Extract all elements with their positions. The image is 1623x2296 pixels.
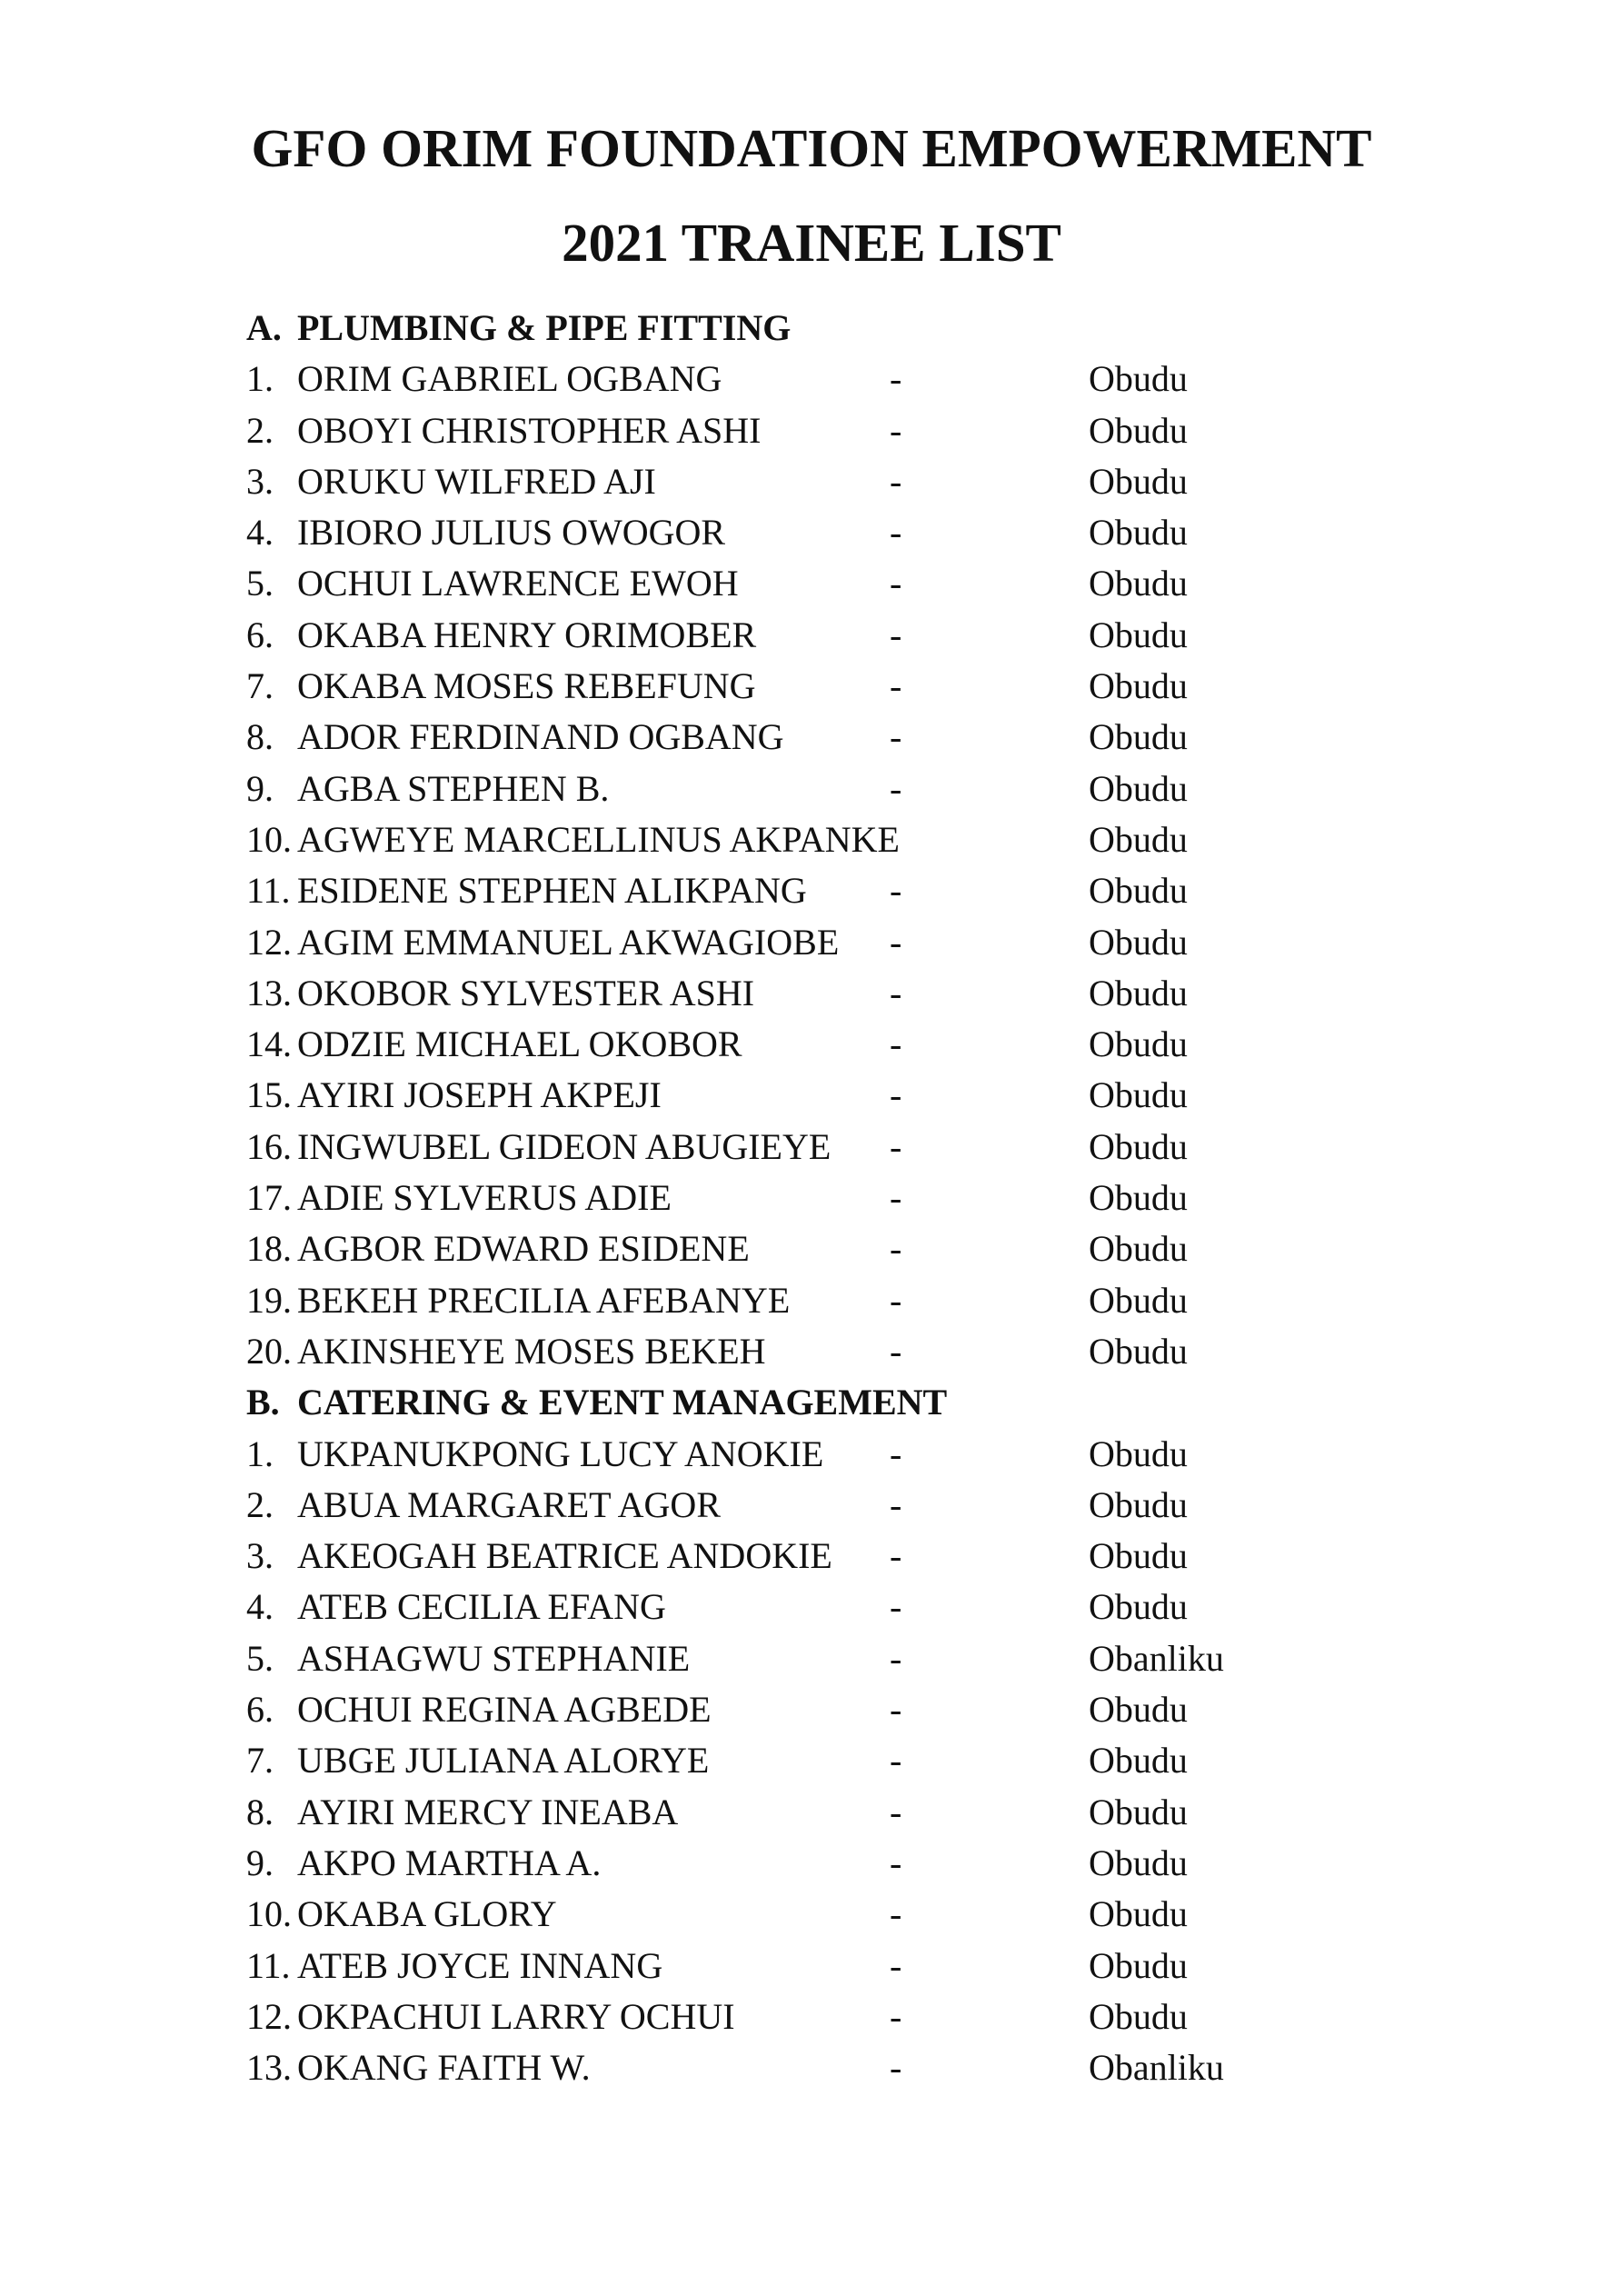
separator-dash: - xyxy=(890,1740,902,1782)
trainee-row xyxy=(246,1941,1428,1992)
separator-dash: - xyxy=(890,1689,902,1731)
trainee-number: 7. xyxy=(246,665,274,707)
trainee-name: OKABA MOSES REBEFUNG xyxy=(297,665,756,707)
trainee-name: OCHUI LAWRENCE EWOH xyxy=(297,563,739,604)
trainee-name: UKPANUKPONG LUCY ANOKIE xyxy=(297,1433,824,1474)
trainee-number: 6. xyxy=(246,1689,274,1731)
separator-dash: - xyxy=(890,972,902,1013)
trainee-name: INGWUBEL GIDEON ABUGIEYE xyxy=(297,1125,831,1167)
trainee-name: AYIRI MERCY INEABA xyxy=(297,1791,679,1832)
trainee-number: 16. xyxy=(246,1125,292,1167)
trainee-number: 15. xyxy=(246,1074,292,1116)
trainee-location: Obudu xyxy=(1089,409,1188,451)
trainee-number: 9. xyxy=(246,1842,274,1883)
trainee-location: Obudu xyxy=(1089,1279,1188,1321)
trainee-row xyxy=(246,661,1428,712)
trainee-location: Obudu xyxy=(1089,358,1188,400)
trainee-number: 20. xyxy=(246,1330,292,1372)
trainee-location: Obudu xyxy=(1089,716,1188,758)
trainee-row xyxy=(246,1122,1428,1173)
trainee-number: 11. xyxy=(246,1944,291,1986)
trainee-number: 3. xyxy=(246,1535,274,1577)
trainee-location: Obudu xyxy=(1089,1791,1188,1832)
separator-dash: - xyxy=(890,1228,902,1270)
trainee-row xyxy=(246,1480,1428,1531)
separator-dash: - xyxy=(890,1791,902,1832)
trainee-name: ADIE SYLVERUS ADIE xyxy=(297,1177,672,1219)
trainee-name: ODZIE MICHAEL OKOBOR xyxy=(297,1023,742,1065)
trainee-number: 12. xyxy=(246,921,292,963)
trainee-location: Obudu xyxy=(1089,1228,1188,1270)
trainee-location: Obudu xyxy=(1089,818,1188,860)
trainee-number: 13. xyxy=(246,972,292,1013)
trainee-location: Obudu xyxy=(1089,614,1188,655)
trainee-location: Obudu xyxy=(1089,1023,1188,1065)
trainee-row xyxy=(246,1582,1428,1632)
trainee-row xyxy=(246,1326,1428,1377)
trainee-number: 2. xyxy=(246,1483,274,1525)
trainee-location: Obudu xyxy=(1089,460,1188,502)
trainee-row xyxy=(246,354,1428,404)
separator-dash: - xyxy=(890,1893,902,1935)
separator-dash: - xyxy=(890,358,902,400)
trainee-number: 4. xyxy=(246,512,274,554)
separator-dash: - xyxy=(890,665,902,707)
trainee-number: 14. xyxy=(246,1023,292,1065)
separator-dash: - xyxy=(890,1125,902,1167)
section-letter: A. xyxy=(246,307,282,348)
trainee-name: AGIM EMMANUEL AKWAGIOBE xyxy=(297,921,840,963)
separator-dash: - xyxy=(890,716,902,758)
trainee-number: 7. xyxy=(246,1740,274,1782)
trainee-row xyxy=(246,1787,1428,1838)
trainee-row xyxy=(246,610,1428,661)
trainee-name: ASHAGWU STEPHANIE xyxy=(297,1637,691,1679)
trainee-location: Obudu xyxy=(1089,972,1188,1013)
trainee-number: 5. xyxy=(246,563,274,604)
trainee-row xyxy=(246,2042,1428,2093)
trainee-location: Obudu xyxy=(1089,1740,1188,1782)
separator-dash: - xyxy=(890,921,902,963)
separator-dash: - xyxy=(890,1279,902,1321)
trainee-number: 4. xyxy=(246,1586,274,1628)
trainee-location: Obudu xyxy=(1089,870,1188,912)
trainee-location: Obanliku xyxy=(1089,2047,1224,2089)
trainee-name: OKABA HENRY ORIMOBER xyxy=(297,614,757,655)
trainee-location: Obudu xyxy=(1089,1433,1188,1474)
trainee-name: OCHUI REGINA AGBEDE xyxy=(297,1689,712,1731)
separator-dash: - xyxy=(890,409,902,451)
trainee-name: OKANG FAITH W. xyxy=(297,2047,591,2089)
trainee-number: 2. xyxy=(246,409,274,451)
section-title: CATERING & EVENT MANAGEMENT xyxy=(297,1382,948,1423)
trainee-name: BEKEH PRECILIA AFEBANYE xyxy=(297,1279,791,1321)
trainee-name: OKABA GLORY xyxy=(297,1893,557,1935)
trainee-name: ATEB JOYCE INNANG xyxy=(297,1944,663,1986)
trainee-location: Obudu xyxy=(1089,1535,1188,1577)
trainee-name: IBIORO JULIUS OWOGOR xyxy=(297,512,726,554)
trainee-row xyxy=(246,1992,1428,2042)
separator-dash: - xyxy=(890,1995,902,2037)
separator-dash: - xyxy=(890,460,902,502)
document-subtitle: 2021 TRAINEE LIST xyxy=(562,213,1061,273)
trainee-row xyxy=(246,865,1428,916)
trainee-location: Obudu xyxy=(1089,665,1188,707)
trainee-row xyxy=(246,558,1428,609)
trainee-location: Obudu xyxy=(1089,563,1188,604)
trainee-name: ESIDENE STEPHEN ALIKPANG xyxy=(297,870,807,912)
trainee-location: Obudu xyxy=(1089,767,1188,809)
trainee-row xyxy=(246,1889,1428,1940)
separator-dash: - xyxy=(890,1433,902,1474)
trainee-name: OKPACHUI LARRY OCHUI xyxy=(297,1995,735,2037)
trainee-number: 9. xyxy=(246,767,274,809)
trainee-location: Obudu xyxy=(1089,921,1188,963)
trainee-name: OBOYI CHRISTOPHER ASHI xyxy=(297,409,762,451)
trainee-row xyxy=(246,1735,1428,1786)
trainee-name: UBGE JULIANA ALORYE xyxy=(297,1740,710,1782)
trainee-location: Obudu xyxy=(1089,1842,1188,1883)
trainee-row xyxy=(246,1531,1428,1582)
separator-dash: - xyxy=(890,1330,902,1372)
trainee-name: ORIM GABRIEL OGBANG xyxy=(297,358,722,400)
separator-dash: - xyxy=(890,563,902,604)
trainee-row xyxy=(246,1838,1428,1889)
trainee-name: ADOR FERDINAND OGBANG xyxy=(297,716,784,758)
trainee-row xyxy=(246,405,1428,456)
trainee-location: Obudu xyxy=(1089,512,1188,554)
trainee-location: Obudu xyxy=(1089,1995,1188,2037)
separator-dash: - xyxy=(890,1842,902,1883)
trainee-row xyxy=(246,456,1428,507)
trainee-name: ABUA MARGARET AGOR xyxy=(297,1483,721,1525)
trainee-number: 6. xyxy=(246,614,274,655)
document-title: GFO ORIM FOUNDATION EMPOWERMENT xyxy=(251,118,1372,178)
trainee-row xyxy=(246,1633,1428,1684)
trainee-row xyxy=(246,1019,1428,1070)
trainee-number: 3. xyxy=(246,460,274,502)
trainee-location: Obudu xyxy=(1089,1944,1188,1986)
trainee-row xyxy=(246,1429,1428,1480)
separator-dash: - xyxy=(890,870,902,912)
trainee-row xyxy=(246,814,1428,865)
trainee-name: AKEOGAH BEATRICE ANDOKIE xyxy=(297,1535,832,1577)
trainee-number: 10. xyxy=(246,1893,292,1935)
separator-dash: - xyxy=(890,1535,902,1577)
trainee-row xyxy=(246,1275,1428,1326)
trainee-number: 12. xyxy=(246,1995,292,2037)
trainee-row xyxy=(246,764,1428,814)
separator-dash: - xyxy=(890,1586,902,1628)
trainee-number: 1. xyxy=(246,1433,274,1474)
trainee-location: Obudu xyxy=(1089,1330,1188,1372)
trainee-row xyxy=(246,1173,1428,1223)
trainee-number: 5. xyxy=(246,1637,274,1679)
trainee-name: AYIRI JOSEPH AKPEJI xyxy=(297,1074,662,1116)
trainee-row xyxy=(246,712,1428,763)
trainee-location: Obudu xyxy=(1089,1177,1188,1219)
trainee-name: AGBOR EDWARD ESIDENE xyxy=(297,1228,750,1270)
trainee-row xyxy=(246,968,1428,1019)
section-heading xyxy=(246,1377,1428,1428)
trainee-number: 11. xyxy=(246,870,291,912)
separator-dash: - xyxy=(890,767,902,809)
trainee-number: 18. xyxy=(246,1228,292,1270)
trainee-location: Obudu xyxy=(1089,1074,1188,1116)
trainee-list xyxy=(246,303,1428,2093)
trainee-name: AKINSHEYE MOSES BEKEH xyxy=(297,1330,766,1372)
trainee-number: 19. xyxy=(246,1279,292,1321)
trainee-name: AGBA STEPHEN B. xyxy=(297,767,610,809)
trainee-name: OKOBOR SYLVESTER ASHI xyxy=(297,972,755,1013)
trainee-name: AKPO MARTHA A. xyxy=(297,1842,602,1883)
trainee-name: AGWEYE MARCELLINUS AKPANKE xyxy=(297,818,900,860)
trainee-row xyxy=(246,1223,1428,1274)
trainee-location: Obanliku xyxy=(1089,1637,1224,1679)
trainee-number: 17. xyxy=(246,1177,292,1219)
section-letter: B. xyxy=(246,1382,280,1423)
separator-dash: - xyxy=(890,1637,902,1679)
separator-dash: - xyxy=(890,1483,902,1525)
trainee-location: Obudu xyxy=(1089,1893,1188,1935)
trainee-row xyxy=(246,507,1428,558)
separator-dash: - xyxy=(890,614,902,655)
separator-dash: - xyxy=(890,1944,902,1986)
trainee-row xyxy=(246,1684,1428,1735)
trainee-location: Obudu xyxy=(1089,1689,1188,1731)
separator-dash: - xyxy=(890,1074,902,1116)
trainee-number: 8. xyxy=(246,1791,274,1832)
trainee-row xyxy=(246,1070,1428,1121)
separator-dash: - xyxy=(890,1177,902,1219)
trainee-row xyxy=(246,917,1428,968)
trainee-location: Obudu xyxy=(1089,1483,1188,1525)
trainee-number: 8. xyxy=(246,716,274,758)
separator-dash: - xyxy=(890,512,902,554)
trainee-location: Obudu xyxy=(1089,1586,1188,1628)
trainee-name: ATEB CECILIA EFANG xyxy=(297,1586,666,1628)
section-heading xyxy=(246,303,1428,354)
section-title: PLUMBING & PIPE FITTING xyxy=(297,307,792,348)
trainee-number: 13. xyxy=(246,2047,292,2089)
trainee-location: Obudu xyxy=(1089,1125,1188,1167)
separator-dash: - xyxy=(890,2047,902,2089)
separator-dash: - xyxy=(890,1023,902,1065)
trainee-name: ORUKU WILFRED AJI xyxy=(297,460,656,502)
trainee-number: 10. xyxy=(246,818,292,860)
trainee-number: 1. xyxy=(246,358,274,400)
